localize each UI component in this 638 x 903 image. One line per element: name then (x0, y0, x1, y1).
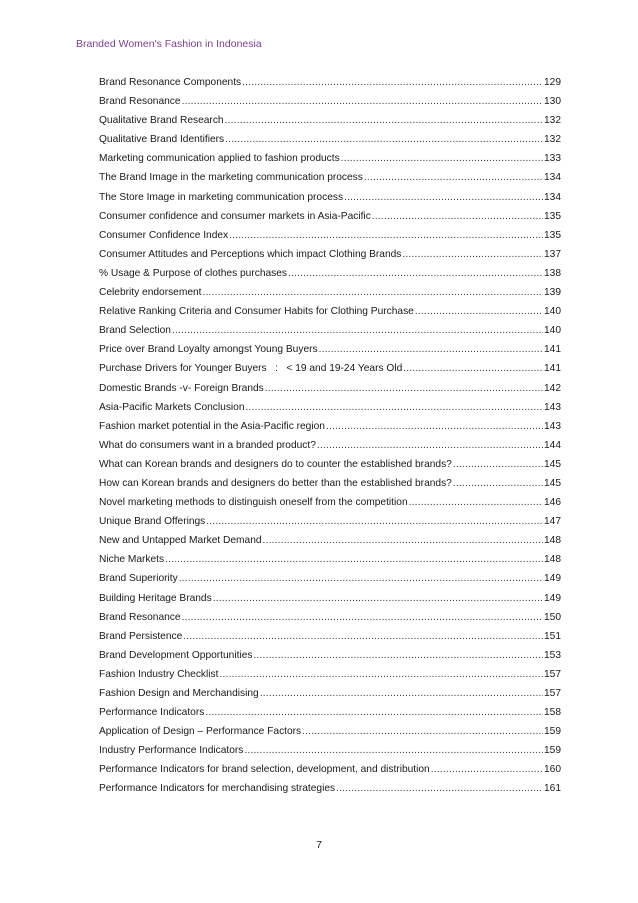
toc-leader-dots (253, 646, 543, 665)
toc-entry[interactable] (99, 589, 561, 608)
toc-entry-title: Performance Indicators (99, 707, 205, 719)
toc-leader-dots (242, 73, 543, 92)
toc-entry-page: 149 (544, 592, 561, 604)
toc-entry-title: Celebrity endorsement (99, 287, 202, 299)
toc-entry-page: 129 (544, 77, 561, 88)
toc-leader-dots (341, 149, 543, 168)
toc-entry[interactable] (99, 569, 561, 588)
toc-leader-dots (453, 474, 543, 493)
toc-entry-page: 138 (544, 267, 561, 279)
toc-entry[interactable] (99, 226, 561, 245)
toc-entry[interactable] (99, 92, 561, 111)
toc-entry-page: 151 (544, 630, 561, 642)
toc-entry-page: 150 (544, 611, 561, 623)
toc-entry[interactable] (99, 417, 561, 436)
toc-leader-dots (288, 264, 543, 283)
toc-entry-page: 142 (544, 382, 561, 394)
toc-entry-title: Consumer confidence and consumer markets in Asia-Pacific (99, 210, 371, 222)
toc-entry-title: Performance Indicators for merchandising strategies (99, 783, 336, 795)
toc-entry-title: Novel marketing methods to distinguish oneself from the competition (99, 497, 408, 509)
toc-entry-title: Performance Indicators for brand selection, development, and distribution (99, 764, 430, 776)
toc-entry[interactable] (99, 188, 561, 207)
toc-entry-page: 140 (544, 306, 561, 318)
toc-leader-dots (317, 436, 543, 455)
toc-entry-page: 144 (544, 439, 561, 451)
toc-leader-dots (364, 168, 543, 187)
toc-entry-title: Qualitative Brand Identifiers (99, 134, 225, 146)
toc-entry[interactable] (99, 550, 561, 569)
toc-entry[interactable] (99, 245, 561, 264)
toc-leader-dots (225, 130, 543, 149)
toc-entry-title: Industry Performance Indicators (99, 745, 244, 757)
toc-entry-title: Relative Ranking Criteria and Consumer Habits for Clothing Purchase (99, 306, 414, 318)
toc-entry[interactable] (99, 149, 561, 168)
toc-entry-page: 137 (544, 248, 561, 260)
toc-entry-page: 134 (544, 172, 561, 184)
toc-leader-dots (409, 493, 543, 512)
toc-leader-dots (415, 302, 543, 321)
toc-entry-title: How can Korean brands and designers do better than the established brands? (99, 477, 452, 489)
toc-entry[interactable] (99, 741, 561, 760)
toc-entry-title: Brand Development Opportunities (99, 649, 253, 661)
toc-entry-page: 141 (544, 344, 561, 356)
toc-entry-page: 149 (544, 573, 561, 585)
toc-entry-page: 146 (544, 497, 561, 509)
toc-entry[interactable] (99, 531, 561, 550)
toc-entry-title: What can Korean brands and designers do to counter the established brands? (99, 458, 452, 470)
toc-entry-title: Brand Selection (99, 325, 171, 337)
toc-leader-dots (302, 722, 543, 741)
toc-entry-title: The Store Image in marketing communication process (99, 191, 344, 203)
toc-entry-title: Application of Design – Performance Factors (99, 726, 302, 738)
toc-entry-page: 139 (544, 287, 561, 299)
toc-leader-dots (213, 589, 543, 608)
toc-entry-title: Price over Brand Loyalty amongst Young Buyers (99, 344, 318, 356)
toc-entry-page: 145 (544, 477, 561, 489)
toc-entry-title: Brand Persistence (99, 630, 183, 642)
toc-entry-page: 141 (544, 363, 561, 375)
running-header: Branded Women's Fashion in Indonesia (76, 38, 262, 50)
toc-leader-dots (205, 703, 543, 722)
toc-entry-title: Brand Resonance Components (99, 77, 242, 88)
toc-entry-page: 132 (544, 134, 561, 146)
toc-entry-page: 159 (544, 745, 561, 757)
toc-entry-title: % Usage & Purpose of clothes purchases (99, 267, 288, 279)
toc-entry[interactable] (99, 627, 561, 646)
toc-entry-page: 140 (544, 325, 561, 337)
toc-leader-dots (229, 226, 543, 245)
toc-entry[interactable] (99, 665, 561, 684)
toc-entry-page: 135 (544, 210, 561, 222)
toc-leader-dots (344, 188, 543, 207)
toc-entry[interactable] (99, 455, 561, 474)
toc-leader-dots (203, 283, 544, 302)
toc-leader-dots (263, 531, 543, 550)
toc-entry-page: 148 (544, 554, 561, 566)
toc-entry-title: Fashion Design and Merchandising (99, 688, 259, 699)
toc-entry-title: New and Untapped Market Demand (99, 535, 262, 547)
toc-entry-title: Brand Superiority (99, 573, 178, 585)
toc-entry[interactable] (99, 73, 561, 92)
toc-entry[interactable] (99, 474, 561, 493)
toc-entry-page: 153 (544, 649, 561, 661)
toc-entry-title: What do consumers want in a branded product? (99, 439, 316, 451)
page-number: 7 (316, 839, 322, 851)
table-of-contents (99, 73, 561, 799)
toc-leader-dots (372, 207, 543, 226)
toc-entry[interactable] (99, 779, 561, 798)
toc-entry-page: 148 (544, 535, 561, 547)
toc-leader-dots (172, 321, 543, 340)
toc-entry[interactable] (99, 703, 561, 722)
toc-entry[interactable] (99, 321, 561, 340)
toc-entry[interactable] (99, 493, 561, 512)
toc-entry[interactable] (99, 264, 561, 283)
toc-leader-dots (403, 359, 543, 378)
toc-entry[interactable] (99, 130, 561, 149)
toc-entry-title: Consumer Attitudes and Perceptions which impact Clothing Brands (99, 248, 402, 260)
toc-entry-page: 157 (544, 668, 561, 680)
toc-entry-page: 147 (544, 516, 561, 528)
toc-entry-page: 160 (544, 764, 561, 776)
toc-entry-page: 158 (544, 707, 561, 719)
toc-entry-title: Fashion market potential in the Asia-Pacific region (99, 420, 325, 432)
toc-leader-dots (246, 398, 543, 417)
toc-leader-dots (244, 741, 543, 760)
toc-entry[interactable] (99, 398, 561, 417)
toc-entry[interactable] (99, 207, 561, 226)
toc-entry[interactable] (99, 722, 561, 741)
toc-entry[interactable] (99, 760, 561, 779)
toc-entry-page: 157 (544, 688, 561, 699)
toc-entry-title: Domestic Brands -v- Foreign Brands (99, 382, 264, 394)
toc-leader-dots (319, 340, 543, 359)
toc-entry-title: Marketing communication applied to fashion products (99, 153, 340, 165)
toc-leader-dots (431, 760, 543, 779)
toc-entry-page: 130 (544, 96, 561, 108)
toc-leader-dots (402, 245, 543, 264)
toc-leader-dots (336, 779, 543, 798)
toc-entry[interactable] (99, 512, 561, 531)
toc-leader-dots (206, 512, 543, 531)
toc-entry-page: 145 (544, 458, 561, 470)
toc-entry-title: Qualitative Brand Research (99, 115, 224, 127)
toc-entry-page: 132 (544, 115, 561, 127)
toc-leader-dots (453, 455, 543, 474)
toc-entry[interactable] (99, 436, 561, 455)
toc-entry[interactable] (99, 646, 561, 665)
toc-entry[interactable] (99, 608, 561, 627)
toc-leader-dots (225, 111, 543, 130)
toc-leader-dots (260, 684, 543, 703)
toc-leader-dots (182, 92, 543, 111)
toc-entry-title: Building Heritage Brands (99, 592, 212, 604)
toc-entry-title: Purchase Drivers for Younger Buyers : < 19 and 19-24 Years Old (99, 363, 403, 375)
toc-entry-page: 135 (544, 229, 561, 241)
toc-entry-title: Fashion Industry Checklist (99, 668, 219, 680)
toc-leader-dots (326, 417, 543, 436)
toc-entry-title: Brand Resonance (99, 611, 181, 623)
toc-entry[interactable] (99, 111, 561, 130)
toc-entry-title: Consumer Confidence Index (99, 229, 229, 241)
toc-entry-title: Asia-Pacific Markets Conclusion (99, 401, 245, 413)
toc-entry-title: Niche Markets (99, 554, 165, 566)
toc-entry[interactable] (99, 359, 561, 378)
toc-leader-dots (182, 608, 543, 627)
toc-entry-title: Unique Brand Offerings (99, 516, 206, 528)
toc-leader-dots (265, 379, 543, 398)
toc-entry-page: 159 (544, 726, 561, 738)
toc-leader-dots (219, 665, 543, 684)
toc-entry-page: 143 (544, 420, 561, 432)
toc-entry[interactable] (99, 379, 561, 398)
toc-leader-dots (165, 550, 543, 569)
toc-entry[interactable] (99, 302, 561, 321)
toc-entry-title: The Brand Image in the marketing communication process (99, 172, 363, 184)
toc-entry[interactable] (99, 168, 561, 187)
toc-entry-title: Brand Resonance (99, 96, 181, 108)
toc-entry-page: 143 (544, 401, 561, 413)
toc-entry[interactable] (99, 684, 561, 703)
toc-entry[interactable] (99, 340, 561, 359)
toc-entry-page: 133 (544, 153, 561, 165)
toc-entry-page: 161 (544, 783, 561, 795)
toc-entry[interactable] (99, 283, 561, 302)
toc-leader-dots (179, 569, 543, 588)
toc-leader-dots (183, 627, 543, 646)
toc-entry-page: 134 (544, 191, 561, 203)
